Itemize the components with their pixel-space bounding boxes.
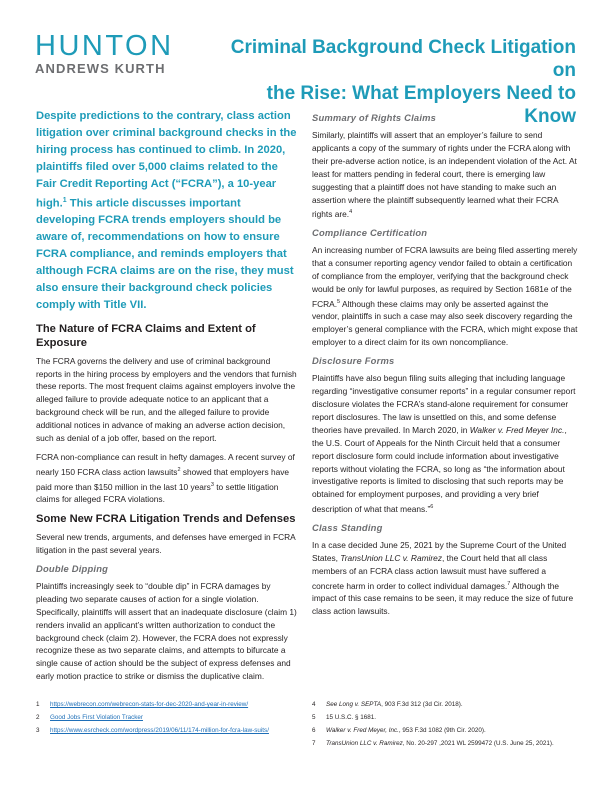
- footnote-link-violation-tracker[interactable]: Good Jobs First Violation Tracker: [50, 714, 143, 721]
- text-run: An increasing number of FCRA lawsuits are being filed asserting merely that a consumer reporting agency vendor failed to obtain a certification of compliance from the employer, verifying that the background check would be only for lawful purposes, as required by Section 1681e of the FCRA.: [312, 245, 578, 309]
- footnote-item: [36, 700, 304, 710]
- footnote-number: 5: [312, 714, 316, 721]
- page-title-line-1: Criminal Background Check Litigation on: [230, 37, 576, 81]
- footnote-citation: 15 U.S.C. § 1681.: [326, 714, 377, 721]
- subheading-class-standing: Class Standing: [312, 521, 383, 533]
- text-run: In a case decided June 25, 2021 by the Supreme Court of the United States,: [312, 539, 567, 563]
- footnote-number: 6: [312, 727, 316, 734]
- footnote-citation: , No. 20-297 ,2021 WL 2599472 (U.S. June 25, 2021).: [402, 740, 554, 747]
- footnote-text: [326, 726, 486, 736]
- subheading-double-dipping: Double Dipping: [36, 562, 109, 574]
- footnote-item: [312, 739, 582, 749]
- footnote-item: [312, 700, 582, 710]
- paragraph-nature-1: The FCRA governs the delivery and use of criminal background reports in the hiring process by employers and the vendors that furnish these reports. The most frequent claims against employers involve the alleged failure to provide adequate notice to an applicant that a background check will be run, and the alleged failure to provide additional notices in advance of making an adverse action decision, such as denial of a job offer, based on the report.: [36, 355, 297, 444]
- logo-line-hunton: HUNTON: [35, 30, 174, 62]
- footnote-link-webrecon[interactable]: https://webrecon.com/webrecon-stats-for-dec-2020-and-year-in-review/: [50, 701, 249, 708]
- text-run: , the U.S. Court of Appeals for the Ninth Circuit held that a consumer report disclosure form could include information about investigative reports without violating the FCRA, so long as “the information about investigative reports is limited to disclosing that such reports may be obtained for employment purposes, and providing a very brief description of what that means.”: [312, 424, 567, 514]
- footnote-case-name: See Long v. SEPTA: [326, 701, 382, 708]
- footnotes-left: [36, 700, 304, 739]
- heading-nature-of-fcra-claims: The Nature of FCRA Claims and Extent of Exposure: [36, 322, 256, 349]
- footnotes-right: [312, 700, 582, 752]
- paragraph-nature-2: [36, 451, 298, 506]
- paragraph-class-standing: [312, 539, 578, 618]
- text-run: showed that employers have paid more than $150 million in the last 10 years: [36, 466, 290, 492]
- paragraph-compliance-certification: [312, 244, 578, 349]
- paragraph-trends: Several new trends, arguments, and defenses have emerged in FCRA litigation in the past several years.: [36, 532, 296, 556]
- footnote-text: [326, 739, 554, 749]
- footnote-item: [312, 713, 582, 723]
- subheading-compliance-certification: Compliance Certification: [312, 227, 428, 239]
- right-column: [312, 108, 578, 624]
- footnote-item: [312, 726, 582, 736]
- heading-new-fcra-trends: Some New FCRA Litigation Trends and Defenses: [36, 513, 296, 526]
- text-run: Plaintiffs have also begun filing suits alleging that including language regarding “investigative consumer reports” in a regular consumer report disclosure violates the FCRA’s stand-alone requirement for consumer report disclosures. The law is unsettled on this, and some defense theories have prevailed. In March 2020, in: [312, 373, 576, 435]
- text-run: Similarly, plaintiffs will assert that an employer’s failure to send applicants a copy of the summary of rights under the FCRA along with their pre-adverse action notice, is an independent violation of the Act. At least for matters pending in federal court, there is emerging law suggesting that a plaintiff does not have standing to make such an assertion where the plaintiff subsequently learned what their FCRA rights are.: [312, 130, 577, 220]
- footnote-case-name: TransUnion LLC v. Ramirez: [326, 740, 403, 747]
- case-name-walker: Walker v. Fred Meyer Inc.: [469, 424, 565, 435]
- logo-line-andrews-kurth: ANDREWS KURTH: [35, 61, 166, 76]
- footnote-number: 7: [312, 740, 316, 747]
- footnote-link-esrcheck[interactable]: https://www.esrcheck.com/wordpress/2019/06/11/174-million-for-fcra-law-suits/: [50, 727, 269, 734]
- footnote-item: [36, 713, 304, 723]
- footnote-text: [326, 713, 376, 723]
- intro-text-part-1: Despite predictions to the contrary, class action litigation over criminal background checks in the hiring process has continued to climb. In 2020, plaintiffs filed over 5,000 claims related to the Fair Credit Reporting Act (“FCRA”), a 10-year high.: [36, 110, 297, 210]
- footnote-ref-1: 1: [62, 196, 67, 204]
- footnote-ref-6: 6: [430, 504, 434, 511]
- footnote-item: [36, 726, 304, 736]
- subheading-summary-of-rights: Summary of Rights Claims: [312, 112, 437, 123]
- left-column: [36, 108, 298, 689]
- paragraph-disclosure-forms: [312, 372, 578, 516]
- footnote-number: 1: [36, 701, 40, 708]
- paragraph-double-dipping: Plaintiffs increasingly seek to “double dip” in FCRA damages by pleading two separate causes of action for a single violation. Specifically, plaintiffs will assert that an inadequate disclosure (claim 1) renders invalid an applicant’s written authorization to conduct the background check (claim 2). However, the FCRA does not expressly recognize these as two separate claims, and attempts to bifurcate a single cause of action should be the subject of express defenses and early motion practice to strike or dismiss the duplicative claim.: [36, 580, 297, 682]
- footnote-citation: , 903 F.3d 312 (3d Cir. 2018).: [381, 701, 463, 708]
- footnote-number: 2: [36, 714, 40, 721]
- footnote-ref-2: 2: [177, 466, 181, 473]
- intro-paragraph: [36, 108, 298, 314]
- paragraph-summary-of-rights: [312, 129, 578, 221]
- footnote-text: [326, 700, 463, 710]
- text-run: Although the impact of this case remains to be seen, it may reduce the size of future class action lawsuits.: [312, 580, 574, 617]
- text-run: to settle litigation claims for alleged FCRA violations.: [36, 481, 279, 505]
- text-run: Although these claims may only be asserted against the vendor, plaintiffs in such a case may also seek discovery regarding the employer’s general compliance with the FCRA, which might expose that employer to a direct claim for its own noncompliance.: [312, 298, 578, 348]
- subheading-disclosure-forms: Disclosure Forms: [312, 355, 395, 367]
- text-run: , the Court held that all class members of an FCRA class action lawsuit must have suffered a concrete harm in order to collect individual damages.: [312, 552, 548, 591]
- footnote-citation: , 953 F.3d 1082 (9th Cir. 2020).: [398, 727, 486, 734]
- case-name-transunion: TransUnion LLC v. Ramirez: [340, 552, 442, 563]
- hunton-andrews-kurth-logo: [35, 32, 174, 77]
- page-title-line-2: the Rise: What Employers Need to Know: [266, 83, 576, 127]
- footnote-case-name: Walker v. Fred Meyer, Inc.: [326, 727, 399, 734]
- footnote-number: 3: [36, 727, 40, 734]
- footnote-ref-3: 3: [210, 481, 214, 488]
- text-run: FCRA non-compliance can result in hefty damages. A recent survey of nearly 150 FCRA class action lawsuits: [36, 451, 295, 477]
- intro-text-part-2: This article discusses important developing FCRA trends employers should be aware of, recommendations on how to ensure FCRA compliance, and reminds employers that although FCRA claims are on the rise, they must also ensure their background check policies comply with Title VII.: [36, 197, 294, 311]
- footnote-number: 4: [312, 701, 316, 708]
- footnote-ref-5: 5: [337, 298, 341, 305]
- footnote-ref-7: 7: [507, 580, 511, 587]
- footnote-ref-4: 4: [349, 209, 353, 216]
